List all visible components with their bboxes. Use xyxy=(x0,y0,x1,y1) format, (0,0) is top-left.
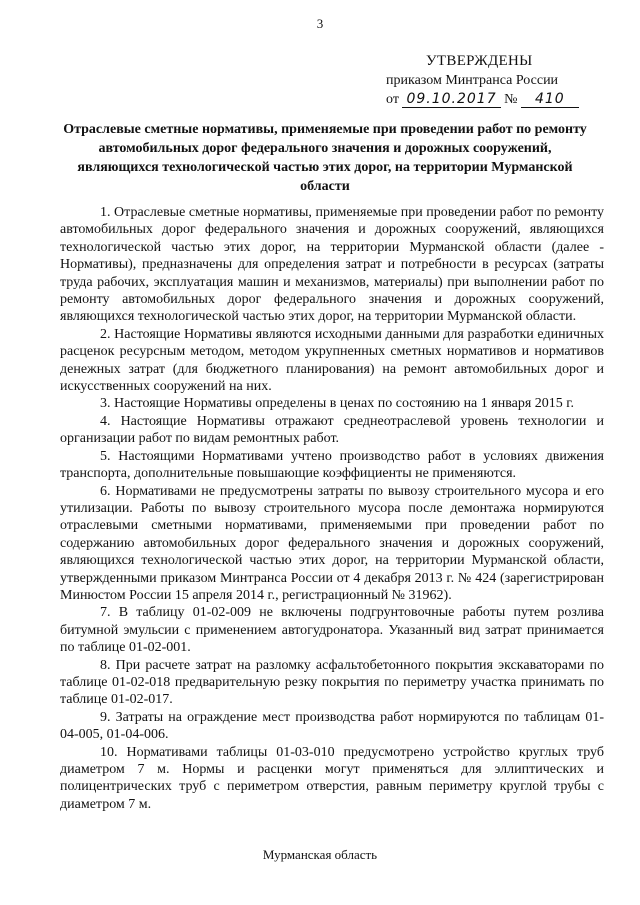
approval-date-row xyxy=(386,90,616,109)
paragraph-3: 3. Настоящие Нормативы определены в ценах по состоянию на 1 января 2015 г. xyxy=(100,396,574,412)
paragraph-7: 7. В таблицу 01-02-009 не включены подгрунтовочные работы путем розлива битумной эмульсии с применением автогудронатора. Указанный вид затрат принимается по таблице 01-02-001. xyxy=(60,605,604,656)
paragraph-9: 9. Затраты на ограждение мест производства работ нормируются по таблицам 01-04-005, 01-04-006. xyxy=(60,709,604,743)
paragraph-2: 2. Настоящие Нормативы являются исходными данными для разработки единичных расценок ресурсным методом, методом укрупненных сметных нормативов и нормативов денежных затрат (для бюджетного планирования) на ремонт автомобильных дорог и искусственных сооружений на них. xyxy=(60,326,604,395)
number-prefix: № xyxy=(504,92,518,107)
handwritten-date: 09.10.2017 xyxy=(402,91,500,108)
paragraph-10: 10. Нормативами таблицы 01-03-010 предусмотрено устройство круглых труб диаметром 7 м. Нормы и расценки могут применяться для эллиптических и полицентрических труб с периметром отверстия, равным периметру круглой трубы с диаметром 7 м. xyxy=(60,744,604,812)
paragraph-6: 6. Нормативами не предусмотрены затраты по вывозу строительного мусора и его утилизации. Работы по вывозу строительного мусора после демонтажа нормируются отраслевыми сметными нормативами, применяемыми при проведении работ по содержанию автомобильных дорог федерального значения и дорожных сооружений, являющихся технологической частью этих дорог, на территории Мурманской области, утвержденными приказом Минтранса России от 4 декабря 2013 г. № 424 (зарегистрирован Минюстом России 15 апреля 2014 г., регистрационный № 31962). xyxy=(60,483,604,603)
paragraph-4: 4. Настоящие Нормативы отражают среднеотраслевой уровень технологии и организации работ по видам ремонтных работ. xyxy=(60,413,604,447)
paragraph-5: 5. Настоящими Нормативами учтено производство работ в условиях движения транспорта, дополнительные повышающие коэффициенты не применяются. xyxy=(60,448,604,482)
paragraph-8: 8. При расчете затрат на разломку асфальтобетонного покрытия экскаваторами по таблице 01-02-018 предварительную резку покрытия по периметру участка принимать по таблице 01-02-017. xyxy=(60,657,604,708)
document-title: Отраслевые сметные нормативы, применяемые при проведении работ по ремонту автомобильных дорог федерального значения и дорожных сооружений, являющихся технологической частью этих дорог, на территории Мурманской области xyxy=(63,122,587,194)
approval-order-line: приказом Минтранса России xyxy=(386,73,559,88)
approval-block xyxy=(386,52,616,109)
page-number: 3 xyxy=(316,16,324,31)
approval-heading: УТВЕРЖДЕНЫ xyxy=(426,53,533,69)
paragraph-1: 1. Отраслевые сметные нормативы, применяемые при проведении работ по ремонту автомобильных дорог федерального значения и дорожных сооружений, являющихся технологической частью этих дорог, на территории Мурманской области (далее - Нормативы), предназначены для определения затрат и потребности в ресурсах (затраты труда рабочих, эксплуатация машин и механизмов, материалы) при выполнении работ по ремонту автомобильных дорог федерального значения и дорожных сооружений, являющихся технологической частью этих дорог, на территории Мурманской области. xyxy=(60,205,604,325)
handwritten-number: 410 xyxy=(521,91,579,108)
document-body xyxy=(60,204,604,813)
date-prefix: от xyxy=(386,92,399,107)
page-footer: Мурманская область xyxy=(262,847,378,862)
